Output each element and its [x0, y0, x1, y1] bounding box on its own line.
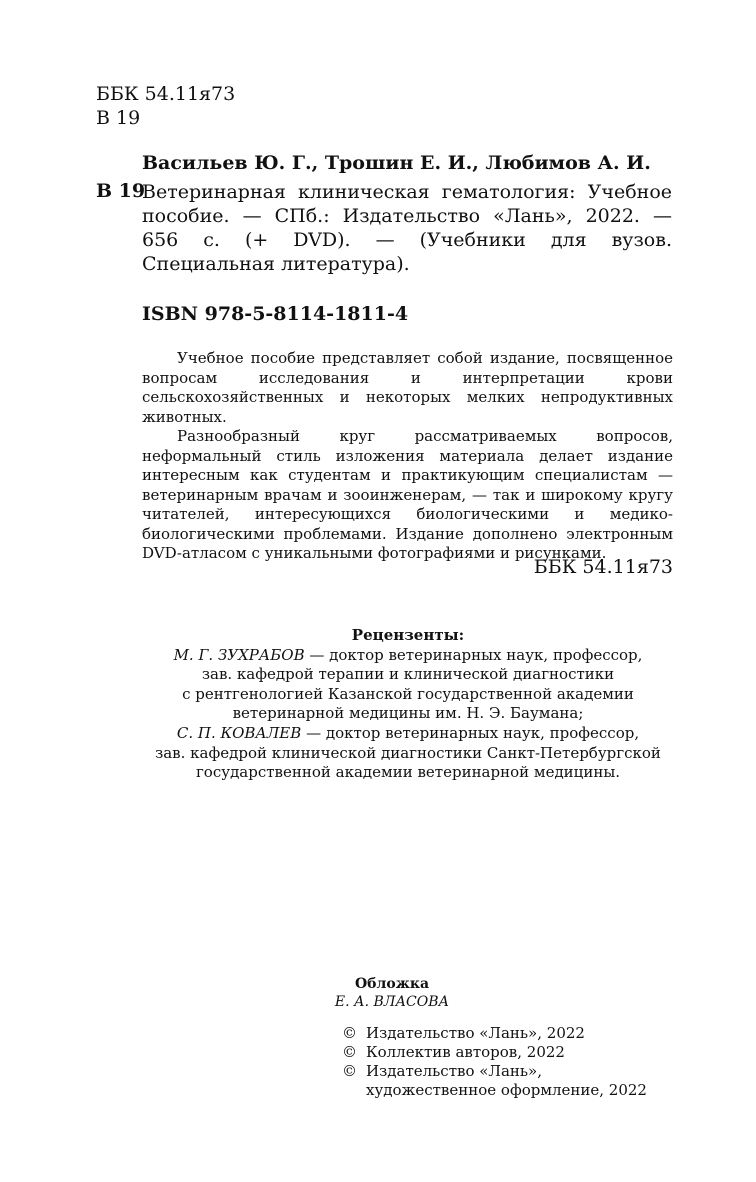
- reviewer-2-name: С. П. КОВАЛЕВ: [176, 723, 302, 742]
- abstract-paragraph-2: Разнообразный круг рассматриваемых вопросов, неформальный стиль изложения материала делает издание интересным как студентам и практикующим специалистам — ветеринарным врачам и зооинженерам, — так и широкому кругу читателей, интересующихся биологическими и медико-биологическими проблемами. Издание дополнено электронным DVD-атласом с уникальными фотографиями и рисунками.: [142, 427, 673, 562]
- copyright-line-3-cont: художественное оформление, 2022: [366, 1081, 647, 1099]
- cover-label: Обложка: [354, 976, 430, 992]
- copyright-block: [342, 1024, 647, 1100]
- reviewer-1-title: — доктор ветеринарных наук, профессор,: [304, 645, 643, 664]
- copyright-line-1: © Издательство «Лань», 2022: [342, 1024, 585, 1042]
- cover-designer: Е. А. ВЛАСОВА: [334, 994, 450, 1010]
- copyright-line-2: © Коллектив авторов, 2022: [342, 1043, 565, 1061]
- reviewer-2-line-2: зав. кафедрой клинической диагностики Санкт-Петербургской: [155, 743, 661, 762]
- reviewers-heading: Рецензенты:: [351, 626, 465, 644]
- reviewer-2-line-3: государственной академии ветеринарной медицины.: [195, 763, 621, 782]
- cover-credit: [292, 975, 492, 1011]
- reviewers: [130, 626, 686, 783]
- reviewer-2-title: — доктор ветеринарных наук, профессор,: [301, 723, 640, 742]
- abstract: [142, 349, 673, 564]
- bbk-index: ББК 54.11я73: [96, 83, 236, 105]
- isbn: ISBN 978-5-8114-1811-4: [142, 303, 409, 325]
- bbk-footer: ББК 54.11я73: [533, 556, 673, 578]
- reviewer-1-line-4: ветеринарной медицины им. Н. Э. Баумана;: [232, 704, 584, 723]
- reviewer-1-line-3: с рентгенологией Казанской государственной академии: [182, 684, 634, 703]
- authors: Васильев Ю. Г., Трошин Е. И., Любимов А. И.: [142, 152, 651, 174]
- abstract-paragraph-1: Учебное пособие представляет собой издание, посвященное вопросам исследования и интерпретации крови сельскохозяйственных и некоторых мелких непродуктивных животных.: [142, 349, 673, 426]
- copyright-line-3: © Издательство «Лань»,: [342, 1062, 543, 1080]
- reviewer-1-line-2: зав. кафедрой терапии и клинической диагностики: [201, 665, 615, 684]
- author-mark: В 19: [96, 107, 141, 129]
- copyright-icon: ©: [342, 1024, 357, 1042]
- author-mark-bold: В 19: [96, 180, 146, 202]
- copyright-icon: ©: [342, 1043, 357, 1061]
- bbk-header: [96, 82, 235, 130]
- reviewer-1-name: М. Г. ЗУХРАБОВ: [173, 645, 305, 664]
- copyright-icon: ©: [342, 1062, 357, 1080]
- bibliographic-description: Ветеринарная клиническая гематология: Учебное пособие. — СПб.: Издательство «Лань», 2022. — 656 с. (+ DVD). — (Учебники для вузов. Специальная литература).: [142, 181, 672, 275]
- reviewer-2-line-1: [130, 724, 686, 744]
- reviewer-1-line-1: [130, 646, 686, 666]
